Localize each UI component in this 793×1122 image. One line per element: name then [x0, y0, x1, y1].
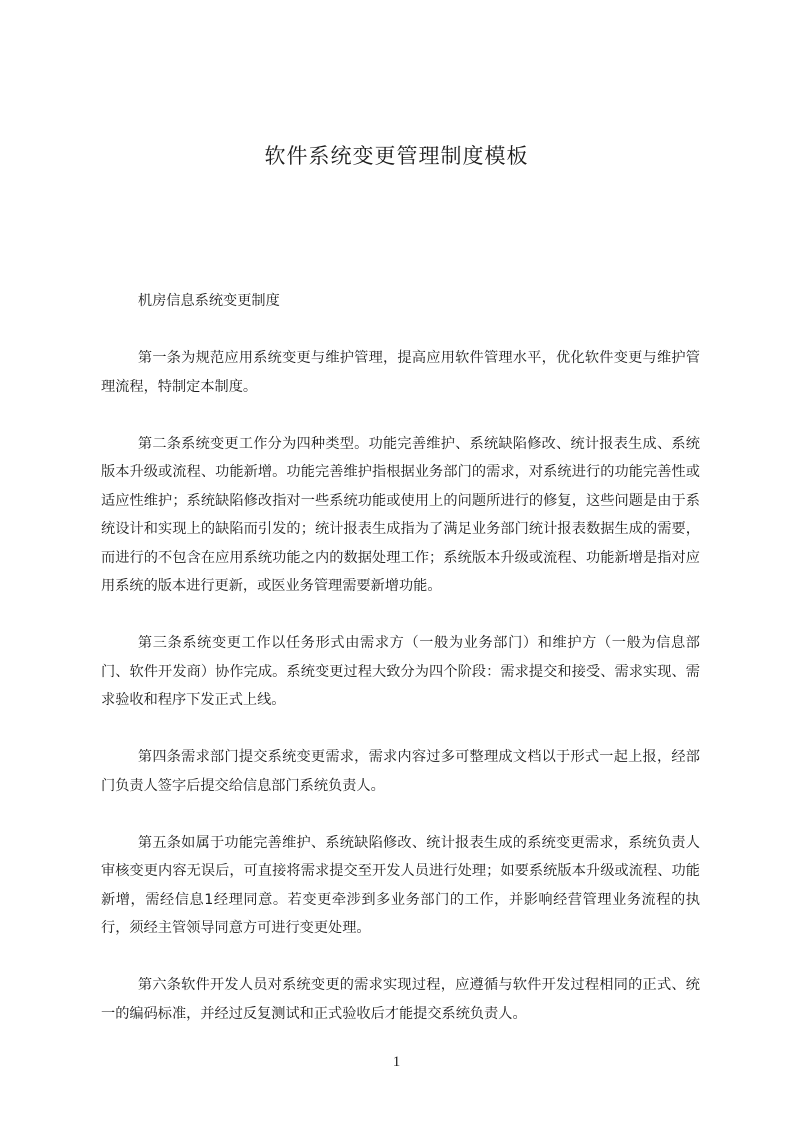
page-number: 1	[392, 1054, 401, 1070]
paragraph-article-1: 第一条为规范应用系统变更与维护管理，提高应用软件管理水平，优化软件变更与维护管理流程，特制定本制度。	[101, 350, 700, 395]
document-body	[101, 287, 700, 1057]
paragraph-article-6: 第六条软件开发人员对系统变更的需求实现过程，应遵循与软件开发过程相同的正式、统一的编码标准，并经过反复测试和正式验收后才能提交系统负责人。	[101, 977, 700, 1022]
document-title: 软件系统变更管理制度模板	[264, 144, 529, 168]
paragraph-article-5: 第五条如属于功能完善维护、系统缺陷修改、统计报表生成的系统变更需求，系统负责人审核变更内容无误后，可直接将需求提交至开发人员进行处理；如要系统版本升级或流程、功能新增，需经信息1经理同意。若变更牵涉到多业务部门的工作，并影响经营管理业务流程的执行，须经主管领导同意方可进行变更处理。	[101, 834, 700, 936]
section-heading: 机房信息系统变更制度	[137, 293, 280, 309]
paragraph-article-4: 第四条需求部门提交系统变更需求，需求内容过多可整理成文档以于形式一起上报，经部门负责人签字后提交给信息部门系统负责人。	[101, 749, 700, 794]
paragraph-article-2: 第二条系统变更工作分为四种类型。功能完善维护、系统缺陷修改、统计报表生成、系统版本升级或流程、功能新增。功能完善维护指根据业务部门的需求，对系统进行的功能完善性或适应性维护；系统缺陷修改指对一些系统功能或使用上的问题所进行的修复，这些问题是由于系统设计和实现上的缺陷而引发的；统计报表生成指为了满足业务部门统计报表数据生成的需要，而进行的不包含在应用系统功能之内的数据处理工作；系统版本升级或流程、功能新增是指对应用系统的版本进行更新，或医业务管理需要新增功能。	[101, 435, 700, 594]
paragraph-article-3: 第三条系统变更工作以任务形式由需求方（一般为业务部门）和维护方（一般为信息部门、软件开发商）协作完成。系统变更过程大致分为四个阶段：需求提交和接受、需求实现、需求验收和程序下发正式上线。	[101, 635, 700, 708]
